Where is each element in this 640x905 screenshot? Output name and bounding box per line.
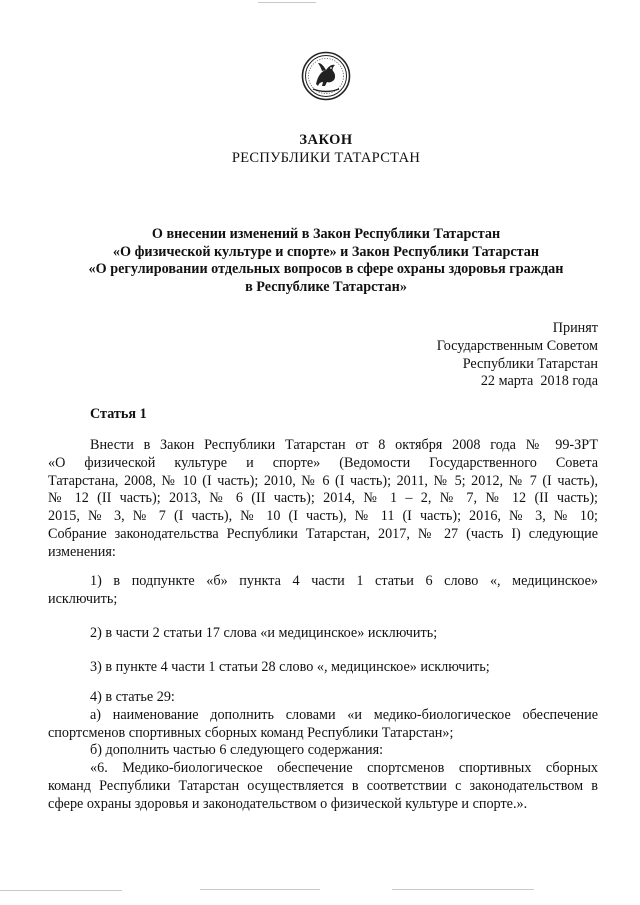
text-line: 3) в пункте 4 части 1 статьи 28 слово «, медицинское» исключить; xyxy=(90,659,490,675)
scan-edge-bottom-mid xyxy=(200,889,320,890)
text-line: Собрание законодательства Республики Татарстан, 2017, № 27 (часть I) следующие xyxy=(48,525,598,542)
issuer-name: РЕСПУБЛИКИ ТАТАРСТАН xyxy=(231,150,421,166)
text-line: 1) в подпункте «б» пункта 4 части 1 статьи 6 слово «, медицинское» xyxy=(90,573,598,589)
text-line: а) наименование дополнить словами «и медико-биологическое обеспечение xyxy=(90,706,598,723)
article-heading: Статья 1 xyxy=(90,406,147,422)
adoption-line: Республики Татарстан xyxy=(462,355,598,372)
document-type: ЗАКОН xyxy=(299,132,353,148)
text-line: 4) в статье 29: xyxy=(90,689,175,705)
item-4 xyxy=(48,689,598,814)
law-title-line: О внесении изменений в Закон Республики Татарстан xyxy=(151,226,501,242)
adoption-block xyxy=(437,320,598,391)
law-title-line: в Республике Татарстан» xyxy=(245,278,407,295)
tatarstan-coat-of-arms-icon xyxy=(301,51,351,101)
adoption-date: 22 марта 2018 года xyxy=(480,373,598,390)
law-title xyxy=(70,226,582,296)
scan-edge-bottom-right xyxy=(392,889,534,890)
text-line: изменения: xyxy=(48,543,116,560)
text-line: 2) в части 2 статьи 17 слова «и медицинское» исключить; xyxy=(90,625,438,641)
text-line: команд Республики Татарстан осуществляется в соответствии с законодательством в xyxy=(48,777,598,794)
text-line: исключить; xyxy=(48,590,118,607)
adoption-line: Принят xyxy=(552,320,598,336)
adoption-line: Государственным Советом xyxy=(436,337,598,354)
text-line: «О физической культуре и спорте» (Ведомости Государственного Совета xyxy=(48,454,598,471)
scan-edge-top xyxy=(258,2,316,3)
item-1 xyxy=(48,573,598,609)
item-3 xyxy=(48,659,598,677)
scan-edge-bottom-left xyxy=(0,890,122,891)
text-line: 2015, № 3, № 7 (I часть), № 10 (I часть), № 11 (I часть); 2016, № 3, № 10; xyxy=(48,508,598,525)
law-title-line: «О физической культуре и спорте» и Закон Республики Татарстан xyxy=(112,243,540,260)
law-title-line: «О регулировании отдельных вопросов в сфере охраны здоровья граждан xyxy=(88,261,564,277)
text-line: № 12 (II часть); 2013, № 6 (II часть); 2014, № 1 – 2, № 7, № 12 (II часть); xyxy=(48,490,598,507)
text-line: Внести в Закон Республики Татарстан от 8 октября 2008 года № 99-ЗРТ xyxy=(90,437,598,453)
text-line: спортсменов спортивных сборных команд Республики Татарстан»; xyxy=(48,724,454,741)
article-intro xyxy=(48,437,598,562)
item-2 xyxy=(48,625,598,643)
text-line: б) дополнить частью 6 следующего содержания: xyxy=(90,742,384,759)
text-line: сфере охраны здоровья и законодательством о физической культуре и спорте.». xyxy=(48,795,528,812)
text-line: «6. Медико-биологическое обеспечение спортсменов спортивных сборных xyxy=(90,760,598,777)
text-line: Татарстана, 2008, № 10 (I часть); 2010, № 6 (I часть); 2011, № 5; 2012, № 7 (I часть), xyxy=(48,472,598,489)
